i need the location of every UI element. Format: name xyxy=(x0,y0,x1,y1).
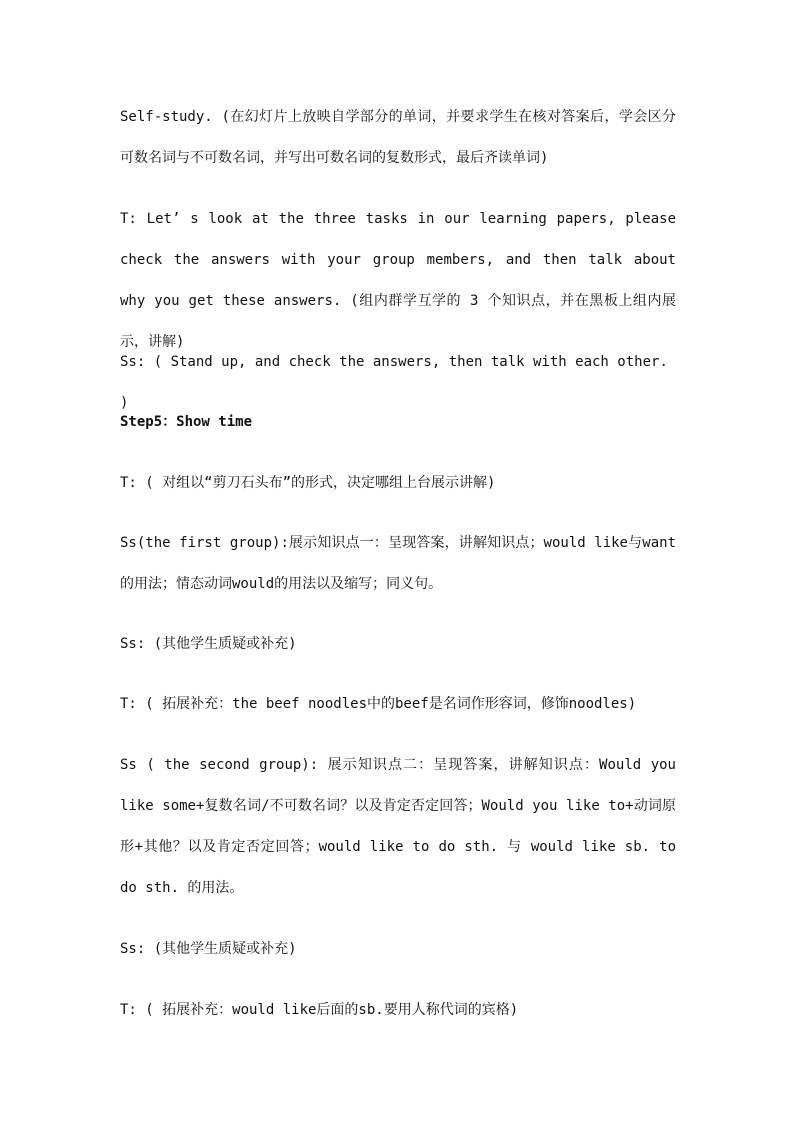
paragraph-others-question-1: Ss: (其他学生质疑或补充) xyxy=(120,636,297,652)
paragraph-self-study: Self-study. (在幻灯片上放映自学部分的单词，并要求学生在核对答案后，学会区分可数名词与不可数名词，并写出可数名词的复数形式，最后齐读单词) xyxy=(120,109,676,166)
paragraph-teacher-tasks: T: Let’ s look at the three tasks in our learning papers, please check the answers with your group members, and then talk about why you get these answers. (组内群学互学的 3 个知识点，并在黑板上组内展示，讲解) xyxy=(120,211,676,350)
paragraph-teacher-extension-1: T: ( 拓展补充：the beef noodles中的beef是名词作形容词，修饰noodles) xyxy=(120,696,637,712)
paragraph-students-check: Ss: ( Stand up, and check the answers, then talk with each other. ) xyxy=(120,354,668,411)
step-heading: Step5：Show time xyxy=(120,414,253,430)
paragraph-first-group: Ss(the first group):展示知识点一：呈现答案，讲解知识点；would like与want的用法；情态动词would的用法以及缩写；同义句。 xyxy=(120,535,676,592)
paragraph-teacher-rps: T: ( 对组以“剪刀石头布”的形式，决定哪组上台展示讲解) xyxy=(120,475,496,491)
paragraph-teacher-extension-2: T: ( 拓展补充：would like后面的sb.要用人称代词的宾格) xyxy=(120,1002,519,1018)
paragraph-others-question-2: Ss: (其他学生质疑或补充) xyxy=(120,941,297,957)
paragraph-second-group: Ss ( the second group): 展示知识点二：呈现答案，讲解知识点：Would you like some+复数名词/不可数名词？以及肯定否定回答；Would you like to+动词原形+其他？以及肯定否定回答；would like to do sth. 与 would like sb. to do sth. 的用法。 xyxy=(120,757,676,896)
